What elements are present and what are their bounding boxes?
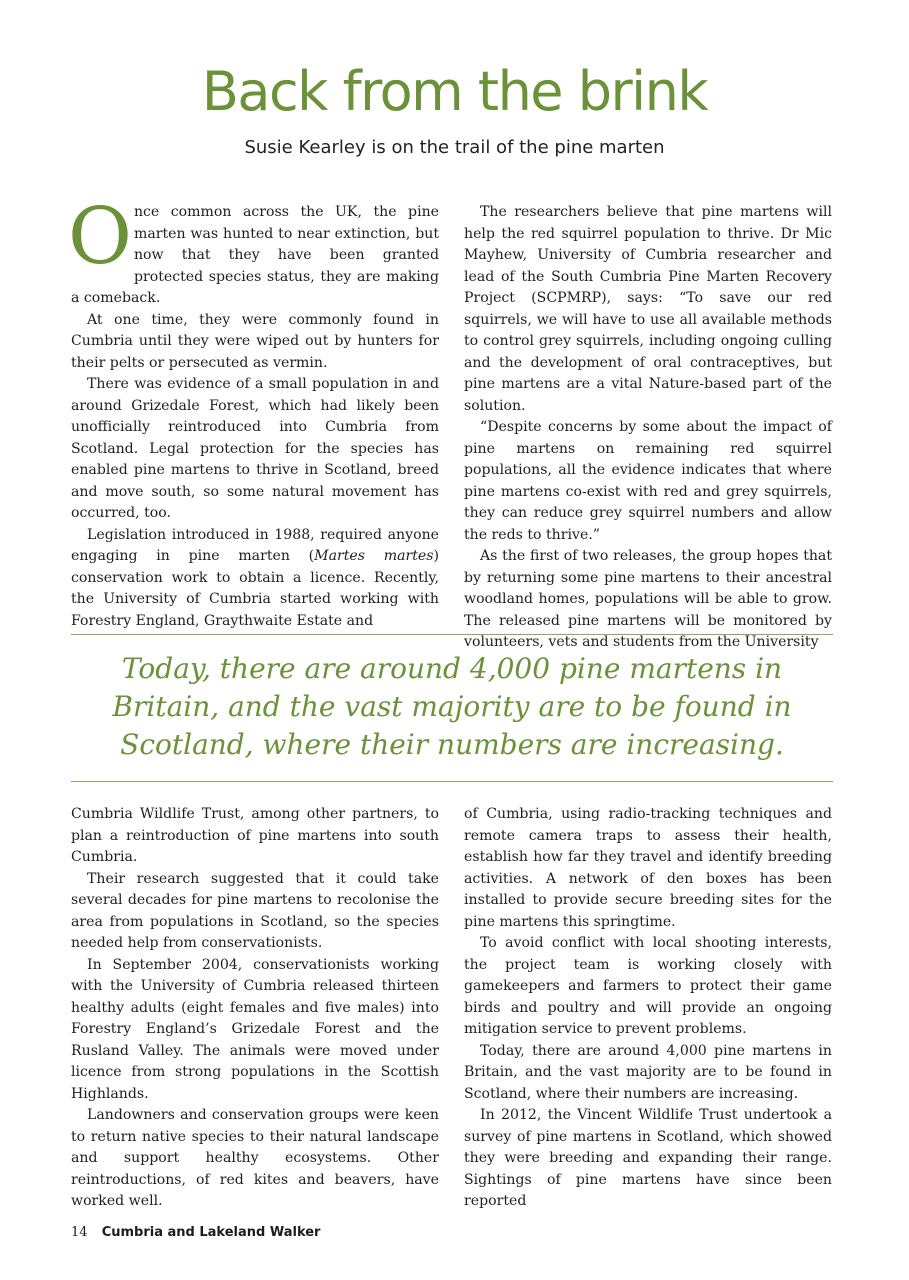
paragraph: The researchers believe that pine martens will help the red squirrel population to thrive. Dr Mic Mayhew, University of Cumbria researcher and lead of the South Cumbria Pine Marten Recovery Project (SCPMRP), says: “To save our red squirrels, we will have to use all available methods to control grey squirrels, including ongoing culling and the development of oral contraceptives, but pine martens are a vital Nature-based part of the solution. — [464, 204, 832, 414]
paragraph: At one time, they were commonly found in Cumbria until they were wiped out by hunters for their pelts or persecuted as vermin. — [71, 311, 439, 371]
article-subtitle: Susie Kearley is on the trail of the pine marten — [244, 137, 665, 158]
body-column-1 — [68, 192, 439, 632]
paragraph: Their research suggested that it could take several decades for pine martens to recolonise the area from populations in Scotland, so the species needed help from conservationists. — [71, 870, 439, 951]
species-name: Martes martes — [314, 548, 434, 564]
body-column-2 — [464, 202, 832, 654]
body-column-3 — [71, 804, 439, 1213]
pullquote-top-rule — [71, 634, 833, 635]
paragraph: As the first of two releases, the group hopes that by returning some pine martens to their ancestral woodland homes, populations will be able to grow. The released pine martens will be monitored by volunteers, vets and students from the University — [464, 548, 832, 650]
paragraph: Today, there are around 4,000 pine martens in Britain, and the vast majority are to be found in Scotland, where their numbers are increasing. — [464, 1042, 832, 1102]
paragraph: of Cumbria, using radio-tracking techniques and remote camera traps to assess their health, establish how far they travel and identify breeding activities. A network of den boxes has been installed to provide secure breeding sites for the pine martens this springtime. — [464, 806, 832, 930]
article-title: Back from the brink — [201, 60, 708, 123]
page-number: 14 — [71, 1225, 88, 1240]
body-column-4 — [464, 804, 832, 1213]
paragraph: Legislation introduced in 1988, required anyone engaging in pine marten (Martes martes) conservation work to obtain a licence. Recently, the University of Cumbria started working with Forestry England, Graythwaite Estate and — [71, 526, 439, 629]
paragraph: In 2012, the Vincent Wildlife Trust undertook a survey of pine martens in Scotland, which showed they were breeding and expanding their range. Sightings of pine martens have since been reported — [464, 1107, 832, 1209]
paragraph: Once common across the UK, the pine marten was hunted to near extinction, but now that they have been granted protected species status, they are making a comeback. — [68, 192, 439, 306]
paragraph: Cumbria Wildlife Trust, among other partners, to plan a reintroduction of pine martens into south Cumbria. — [71, 806, 439, 865]
paragraph: Landowners and conservation groups were keen to return native species to their natural landscape and support healthy ecosystems. Other reintroductions, of red kites and beavers, have worked well. — [71, 1107, 439, 1209]
paragraph: “Despite concerns by some about the impact of pine martens on remaining red squirrel populations, all the evidence indicates that where pine martens co-exist with red and grey squirrels, they can reduce grey squirrel numbers and allow the reds to thrive.” — [464, 419, 832, 543]
drop-cap: O — [68, 192, 132, 282]
paragraph: There was evidence of a small population in and around Grizedale Forest, which had likely been unofficially reintroduced into Cumbria from Scotland. Legal protection for the species has enabled pine martens to thrive in Scotland, breed and move south, so some natural movement has occurred, too. — [71, 376, 439, 521]
paragraph: To avoid conflict with local shooting interests, the project team is working closely with gamekeepers and farmers to protect their game birds and poultry and will provide an ongoing mitigation service to prevent problems. — [464, 935, 832, 1037]
pull-quote: Today, there are around 4,000 pine martens in Britain, and the vast majority are to be found in Scotland, where their numbers are increasing. — [112, 652, 792, 761]
magazine-name: Cumbria and Lakeland Walker — [101, 1225, 321, 1240]
page-footer — [71, 1225, 320, 1240]
pullquote-bottom-rule — [71, 781, 833, 782]
paragraph: In September 2004, conservationists working with the University of Cumbria released thirteen healthy adults (eight females and five males) into Forestry England’s Grizedale Forest and the Rusland Valley. The animals were moved under licence from strong populations in the Scottish Highlands. — [71, 956, 439, 1102]
